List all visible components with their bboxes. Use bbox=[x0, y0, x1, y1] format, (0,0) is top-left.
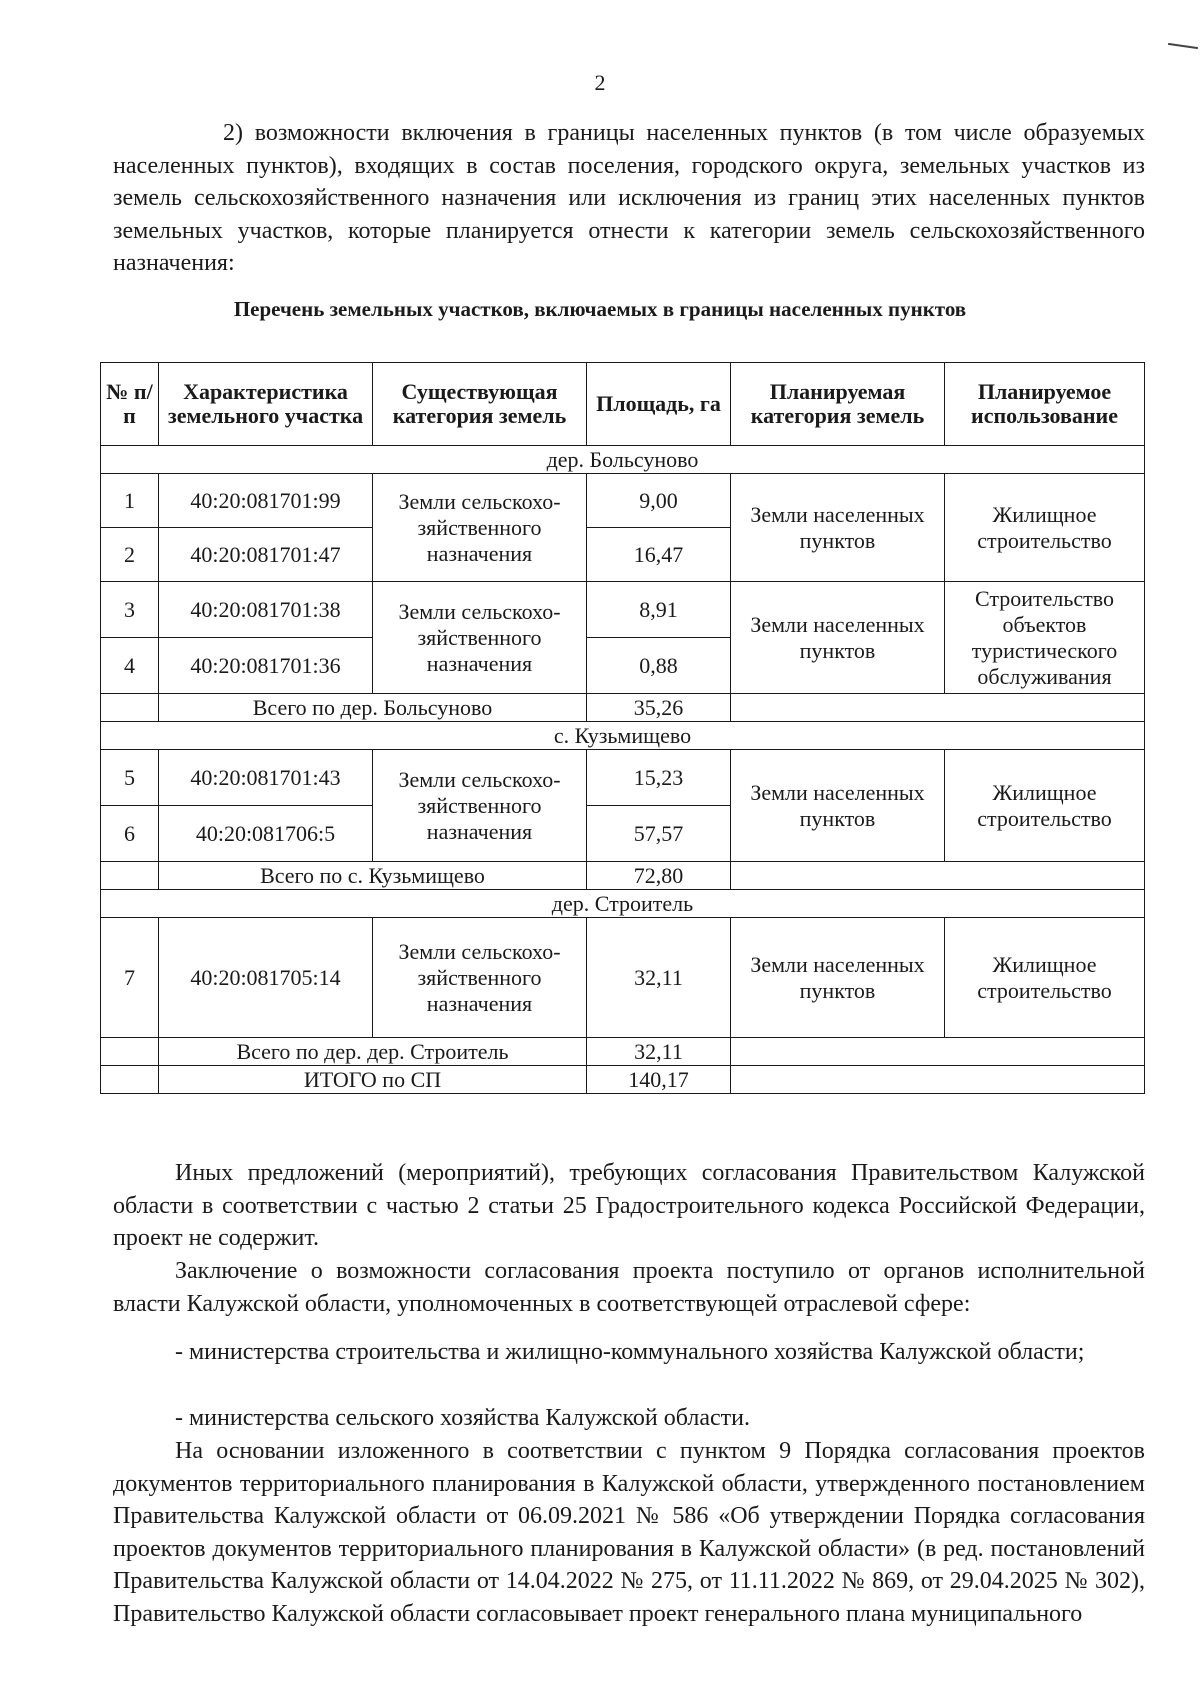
header-planned-category: Планируемая категория земель bbox=[731, 363, 945, 446]
table-header-row bbox=[101, 363, 1145, 446]
row-cadastral: 40:20:081705:14 bbox=[159, 918, 373, 1038]
row-existing-category: Земли сельскохо-зяйственного назначения bbox=[373, 582, 587, 694]
row-existing-category: Земли сельскохо-зяйственного назначения bbox=[373, 474, 587, 582]
intro-paragraph: 2) возможности включения в границы населенных пунктов (в том числе образуемых населенных пунктов), входящих в состав поселения, городского округа, земельных участков из земель сельскохозяйственного назначения или исключения из границ этих населенных пунктов земельных участков, которые планируется отнести к категории земель сельскохозяйственного назначения: bbox=[113, 120, 1145, 276]
row-planned-category: Земли населенных пунктов bbox=[731, 750, 945, 862]
row-num: 5 bbox=[101, 750, 159, 806]
grand-total-label: ИТОГО по СП bbox=[159, 1066, 587, 1094]
row-planned-use: Жилищное строительство bbox=[945, 918, 1145, 1038]
subtotal-label: Всего по с. Кузьмищево bbox=[159, 862, 587, 890]
page-number: 2 bbox=[594, 70, 606, 95]
header-num: № п/п bbox=[101, 363, 159, 446]
row-area: 9,00 bbox=[587, 474, 731, 528]
paragraph-conclusion: Заключение о возможности согласования проекта поступило от органов исполнительной власти Калужской области, уполномоченных в соответствующей отраслевой сфере: bbox=[113, 1258, 1145, 1317]
empty-cell bbox=[731, 1066, 1145, 1094]
table-title: Перечень земельных участков, включаемых в границы населенных пунктов bbox=[233, 297, 967, 321]
row-cadastral: 40:20:081701:99 bbox=[159, 474, 373, 528]
row-area: 15,23 bbox=[587, 750, 731, 806]
paragraph-ministry-agriculture: - министерства сельского хозяйства Калужской области. bbox=[175, 1405, 750, 1431]
row-area: 0,88 bbox=[587, 638, 731, 694]
settlement-name: с. Кузьмищево bbox=[101, 722, 1145, 750]
empty-cell bbox=[101, 1066, 159, 1094]
empty-cell bbox=[731, 1038, 1145, 1066]
grand-total-value: 140,17 bbox=[587, 1066, 731, 1094]
row-area: 16,47 bbox=[587, 528, 731, 582]
settlement-row bbox=[101, 446, 1145, 474]
row-cadastral: 40:20:081701:38 bbox=[159, 582, 373, 638]
row-num: 7 bbox=[101, 918, 159, 1038]
row-planned-use: Жилищное строительство bbox=[945, 474, 1145, 582]
header-characteristic: Характеристика земельного участка bbox=[159, 363, 373, 446]
subtotal-label: Всего по дер. дер. Строитель bbox=[159, 1038, 587, 1066]
table-row bbox=[101, 474, 1145, 528]
row-cadastral: 40:20:081706:5 bbox=[159, 806, 373, 862]
settlement-name: дер. Строитель bbox=[101, 890, 1145, 918]
header-existing-category: Существующая категория земель bbox=[373, 363, 587, 446]
empty-cell bbox=[101, 694, 159, 722]
row-num: 2 bbox=[101, 528, 159, 582]
table-row bbox=[101, 918, 1145, 1038]
row-planned-category: Земли населенных пунктов bbox=[731, 474, 945, 582]
subtotal-value: 72,80 bbox=[587, 862, 731, 890]
paragraph-other-proposals: Иных предложений (мероприятий), требующих согласования Правительством Калужской области в соответствии с частью 2 статьи 25 Градостроительного кодекса Российской Федерации, проект не содержит. bbox=[113, 1160, 1145, 1251]
row-planned-category: Земли населенных пунктов bbox=[731, 918, 945, 1038]
settlement-row bbox=[101, 722, 1145, 750]
row-cadastral: 40:20:081701:36 bbox=[159, 638, 373, 694]
row-num: 6 bbox=[101, 806, 159, 862]
header-area: Площадь, га bbox=[587, 363, 731, 446]
empty-cell bbox=[731, 862, 1145, 890]
row-existing-category: Земли сельскохо-зяйственного назначения bbox=[373, 750, 587, 862]
settlement-name: дер. Больсуново bbox=[101, 446, 1145, 474]
row-cadastral: 40:20:081701:47 bbox=[159, 528, 373, 582]
row-area: 32,11 bbox=[587, 918, 731, 1038]
empty-cell bbox=[101, 1038, 159, 1066]
subtotal-value: 32,11 bbox=[587, 1038, 731, 1066]
header-planned-use: Планируемое использование bbox=[945, 363, 1145, 446]
paragraph-basis: На основании изложенного в соответствии с пунктом 9 Порядка согласования проектов документов территориального планирования в Калужской области, утвержденного постановлением Правительства Калужской области от 06.09.2021 № 586 «Об утверждении Порядка согласования проектов документов территориального планирования в Калужской области» (в ред. постановлений Правительства Калужской области от 14.04.2022 № 275, от 11.11.2022 № 869, от 29.04.2025 № 302), Правительство Калужской области согласовывает проект генерального плана муниципального bbox=[113, 1438, 1145, 1627]
row-planned-use: Строительство объектов туристического обслуживания bbox=[945, 582, 1145, 694]
row-planned-category: Земли населенных пунктов bbox=[731, 582, 945, 694]
subtotal-row bbox=[101, 694, 1145, 722]
empty-cell bbox=[101, 862, 159, 890]
land-plots-table bbox=[100, 362, 1145, 1094]
grand-total-row bbox=[101, 1066, 1145, 1094]
settlement-row bbox=[101, 890, 1145, 918]
subtotal-row bbox=[101, 862, 1145, 890]
row-area: 8,91 bbox=[587, 582, 731, 638]
row-num: 3 bbox=[101, 582, 159, 638]
table-row bbox=[101, 582, 1145, 638]
row-cadastral: 40:20:081701:43 bbox=[159, 750, 373, 806]
table-row bbox=[101, 750, 1145, 806]
paragraph-ministry-construction: - министерства строительства и жилищно-коммунального хозяйства Калужской области; bbox=[175, 1339, 1085, 1365]
empty-cell bbox=[731, 694, 1145, 722]
scan-mark bbox=[1168, 43, 1198, 49]
subtotal-label: Всего по дер. Больсуново bbox=[159, 694, 587, 722]
subtotal-row bbox=[101, 1038, 1145, 1066]
subtotal-value: 35,26 bbox=[587, 694, 731, 722]
row-existing-category: Земли сельскохо-зяйственного назначения bbox=[373, 918, 587, 1038]
row-num: 1 bbox=[101, 474, 159, 528]
row-area: 57,57 bbox=[587, 806, 731, 862]
row-planned-use: Жилищное строительство bbox=[945, 750, 1145, 862]
row-num: 4 bbox=[101, 638, 159, 694]
